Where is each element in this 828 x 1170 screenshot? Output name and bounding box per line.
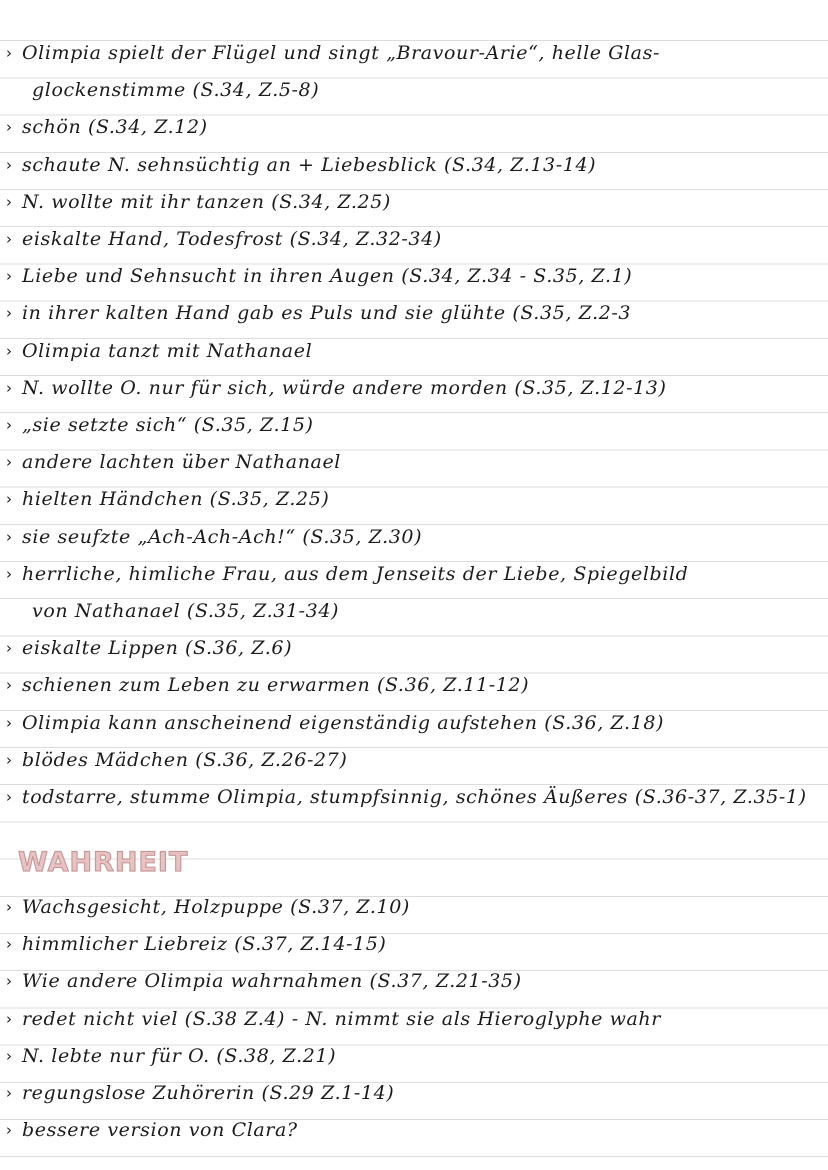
note-line [0,34,828,70]
bullet-arrow-icon: › [6,192,12,211]
bullet-arrow-icon: › [6,564,12,583]
bullet-arrow-icon: › [6,676,12,695]
bullet-arrow-icon: › [6,972,12,991]
note-text: hielten Händchen (S.35, Z.25) [22,488,330,511]
note-text: Olimpia spielt der Flügel und singt „Bravour-Arie“, helle Glas- [22,42,660,64]
note-text: sie seufzte „Ach-Ach-Ach!“ (S.35, Z.30) [22,525,423,548]
note-line [0,888,828,924]
bullet-arrow-icon: › [6,453,12,472]
note-line [0,666,828,702]
note-line [0,1000,828,1036]
note-text: Wachsgesicht, Holzpuppe (S.37, Z.10) [22,896,410,918]
note-line [0,962,828,998]
note-text: redet nicht viel (S.38 Z.4) - N. nimmt sie als Hieroglyphe wahr [22,1007,661,1030]
note-line [0,257,828,293]
note-line [0,146,828,182]
bullet-arrow-icon: › [6,639,12,658]
bullet-arrow-icon: › [6,378,12,397]
bullet-arrow-icon: › [6,898,12,916]
note-text: Wie andere Olimpia wahrnahmen (S.37, Z.21-35) [22,970,522,993]
note-text: regungslose Zuhörerin (S.29 Z.1-14) [22,1082,395,1104]
note-text: N. wollte O. nur für sich, würde andere morden (S.35, Z.12-13) [22,376,667,399]
bullet-arrow-icon: › [6,341,12,360]
note-line [0,294,828,330]
bullet-arrow-icon: › [6,230,12,248]
note-text: blödes Mädchen (S.36, Z.26-27) [22,748,348,771]
note-text: herrliche, himliche Frau, aus dem Jenseits der Liebe, Spiegelbild [22,562,689,585]
note-line [0,592,828,628]
note-continuation-text: von Nathanael (S.35, Z.31-34) [32,600,340,622]
note-text: eiskalte Lippen (S.36, Z.6) [22,637,293,660]
note-text: N. lebte nur für O. (S.38, Z.21) [22,1044,337,1067]
bullet-arrow-icon: › [6,1009,12,1028]
bullet-arrow-icon: › [6,1084,12,1102]
note-text: bessere version von Clara? [22,1119,298,1142]
note-line [0,108,828,144]
bullet-arrow-icon: › [6,713,12,732]
note-line [0,183,828,219]
note-line [0,369,828,405]
note-text: schaute N. sehnsüchtig an + Liebesblick (S.34, Z.13-14) [22,153,597,176]
note-text: Liebe und Sehnsucht in ihren Augen (S.34, Z.34 - S.35, Z.1) [22,265,633,288]
note-line [0,1037,828,1073]
note-line [0,778,828,814]
note-line [0,71,828,107]
note-text: N. wollte mit ihr tanzen (S.34, Z.25) [22,190,391,213]
bullet-arrow-icon: › [6,304,12,323]
note-line [0,443,828,479]
note-text: eiskalte Hand, Todesfrost (S.34, Z.32-34) [22,228,442,250]
bullet-arrow-icon: › [6,750,12,769]
note-text: andere lachten über Nathanael [22,451,341,474]
note-text: Olimpia tanzt mit Nathanael [22,339,313,362]
bullet-arrow-icon: › [6,527,12,546]
note-line [0,406,828,442]
bullet-arrow-icon: › [6,416,12,434]
note-line [0,480,828,516]
section-heading: WAHRHEIT [18,847,189,878]
bullet-arrow-icon: › [6,935,12,954]
bullet-arrow-icon: › [6,267,12,286]
note-text: Olimpia kann anscheinend eigenständig aufstehen (S.36, Z.18) [22,711,665,734]
note-line [0,1111,828,1147]
note-text: schienen zum Leben zu erwarmen (S.36, Z.11-12) [22,674,530,697]
note-line [0,741,828,777]
bullet-arrow-icon: › [6,44,12,62]
note-line [0,518,828,554]
bullet-arrow-icon: › [6,118,12,137]
note-line [0,629,828,665]
note-text: „sie setzte sich“ (S.35, Z.15) [22,414,314,436]
note-text: schön (S.34, Z.12) [22,116,208,139]
bullet-arrow-icon: › [6,490,12,509]
note-line [0,704,828,740]
note-line [0,1074,828,1110]
note-line [0,332,828,368]
bullet-arrow-icon: › [6,788,12,806]
note-continuation-text: glockenstimme (S.34, Z.5-8) [32,79,320,102]
note-line [0,555,828,591]
note-text: himmlicher Liebreiz (S.37, Z.14-15) [22,933,387,956]
note-line [0,220,828,256]
bullet-arrow-icon: › [6,155,12,174]
bullet-arrow-icon: › [6,1046,12,1065]
note-text: in ihrer kalten Hand gab es Puls und sie glühte (S.35, Z.2-3 [22,302,632,325]
note-line [0,925,828,961]
note-text: todstarre, stumme Olimpia, stumpfsinnig, schönes Äußeres (S.36-37, Z.35-1) [22,786,807,808]
bullet-arrow-icon: › [6,1121,12,1140]
